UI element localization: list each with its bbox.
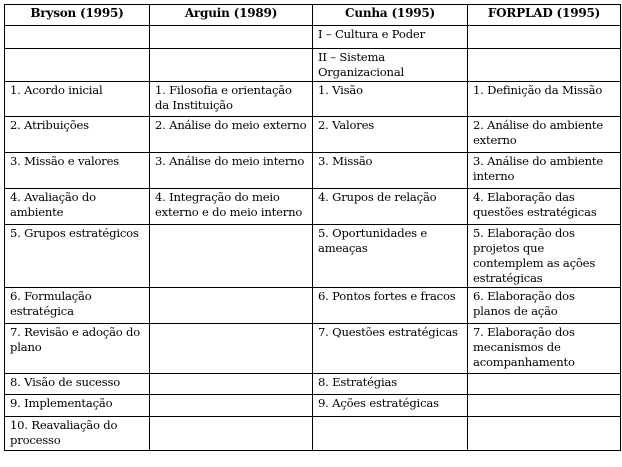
cell-bryson (5, 26, 150, 49)
cell-cunha (313, 417, 468, 451)
cell-forplad: 7. Elaboração dos mecanismos de acompanhamento (468, 324, 621, 374)
cell-forplad: 2. Análise do ambiente externo (468, 117, 621, 153)
cell-arguin (150, 49, 313, 82)
cell-arguin: 2. Análise do meio externo (150, 117, 313, 153)
table-row (5, 189, 621, 225)
cell-forplad (468, 417, 621, 451)
cell-arguin (150, 288, 313, 324)
cell-bryson: 4. Avaliação do ambiente (5, 189, 150, 225)
cell-cunha: 9. Ações estratégicas (313, 395, 468, 417)
cell-forplad: 3. Análise do ambiente interno (468, 153, 621, 189)
cell-cunha: 3. Missão (313, 153, 468, 189)
cell-arguin (150, 225, 313, 288)
header-arguin: Arguin (1989) (150, 5, 313, 26)
cell-bryson (5, 49, 150, 82)
cell-cunha: 8. Estratégias (313, 374, 468, 395)
table-row (5, 225, 621, 288)
table-row (5, 417, 621, 451)
header-cunha: Cunha (1995) (313, 5, 468, 26)
cell-cunha: 2. Valores (313, 117, 468, 153)
strategic-planning-comparison-table (4, 4, 621, 451)
header-bryson: Bryson (1995) (5, 5, 150, 26)
cell-arguin (150, 417, 313, 451)
cell-arguin (150, 324, 313, 374)
cell-cunha: 5. Oportunidades e ameaças (313, 225, 468, 288)
table-row (5, 82, 621, 117)
cell-arguin: 3. Análise do meio interno (150, 153, 313, 189)
table-row (5, 49, 621, 82)
table-row (5, 288, 621, 324)
cell-arguin: 4. Integração do meio externo e do meio interno (150, 189, 313, 225)
cell-forplad: 5. Elaboração dos projetos que contemplem as ações estratégicas (468, 225, 621, 288)
cell-cunha: 4. Grupos de relação (313, 189, 468, 225)
cell-bryson: 8. Visão de sucesso (5, 374, 150, 395)
cell-forplad (468, 26, 621, 49)
cell-bryson: 1. Acordo inicial (5, 82, 150, 117)
table-row (5, 395, 621, 417)
cell-forplad: 4. Elaboração das questões estratégicas (468, 189, 621, 225)
cell-cunha: 6. Pontos fortes e fracos (313, 288, 468, 324)
header-row (5, 5, 621, 26)
cell-bryson: 2. Atribuições (5, 117, 150, 153)
cell-bryson: 10. Reavaliação do processo (5, 417, 150, 451)
cell-arguin: 1. Filosofia e orientação da Instituição (150, 82, 313, 117)
cell-cunha: 7. Questões estratégicas (313, 324, 468, 374)
cell-forplad (468, 49, 621, 82)
cell-forplad: 6. Elaboração dos planos de ação (468, 288, 621, 324)
cell-forplad (468, 395, 621, 417)
table-row (5, 324, 621, 374)
cell-bryson: 6. Formulação estratégica (5, 288, 150, 324)
cell-bryson: 5. Grupos estratégicos (5, 225, 150, 288)
cell-bryson: 3. Missão e valores (5, 153, 150, 189)
cell-arguin (150, 395, 313, 417)
header-forplad: FORPLAD (1995) (468, 5, 621, 26)
table-row (5, 117, 621, 153)
table-row (5, 153, 621, 189)
cell-arguin (150, 374, 313, 395)
cell-bryson: 7. Revisão e adoção do plano (5, 324, 150, 374)
cell-cunha: I – Cultura e Poder (313, 26, 468, 49)
table-row (5, 26, 621, 49)
cell-arguin (150, 26, 313, 49)
cell-forplad (468, 374, 621, 395)
cell-bryson: 9. Implementação (5, 395, 150, 417)
cell-cunha: 1. Visão (313, 82, 468, 117)
table-row (5, 374, 621, 395)
cell-forplad: 1. Definição da Missão (468, 82, 621, 117)
comparison-table-container (4, 4, 621, 451)
cell-cunha: II – Sistema Organizacional (313, 49, 468, 82)
